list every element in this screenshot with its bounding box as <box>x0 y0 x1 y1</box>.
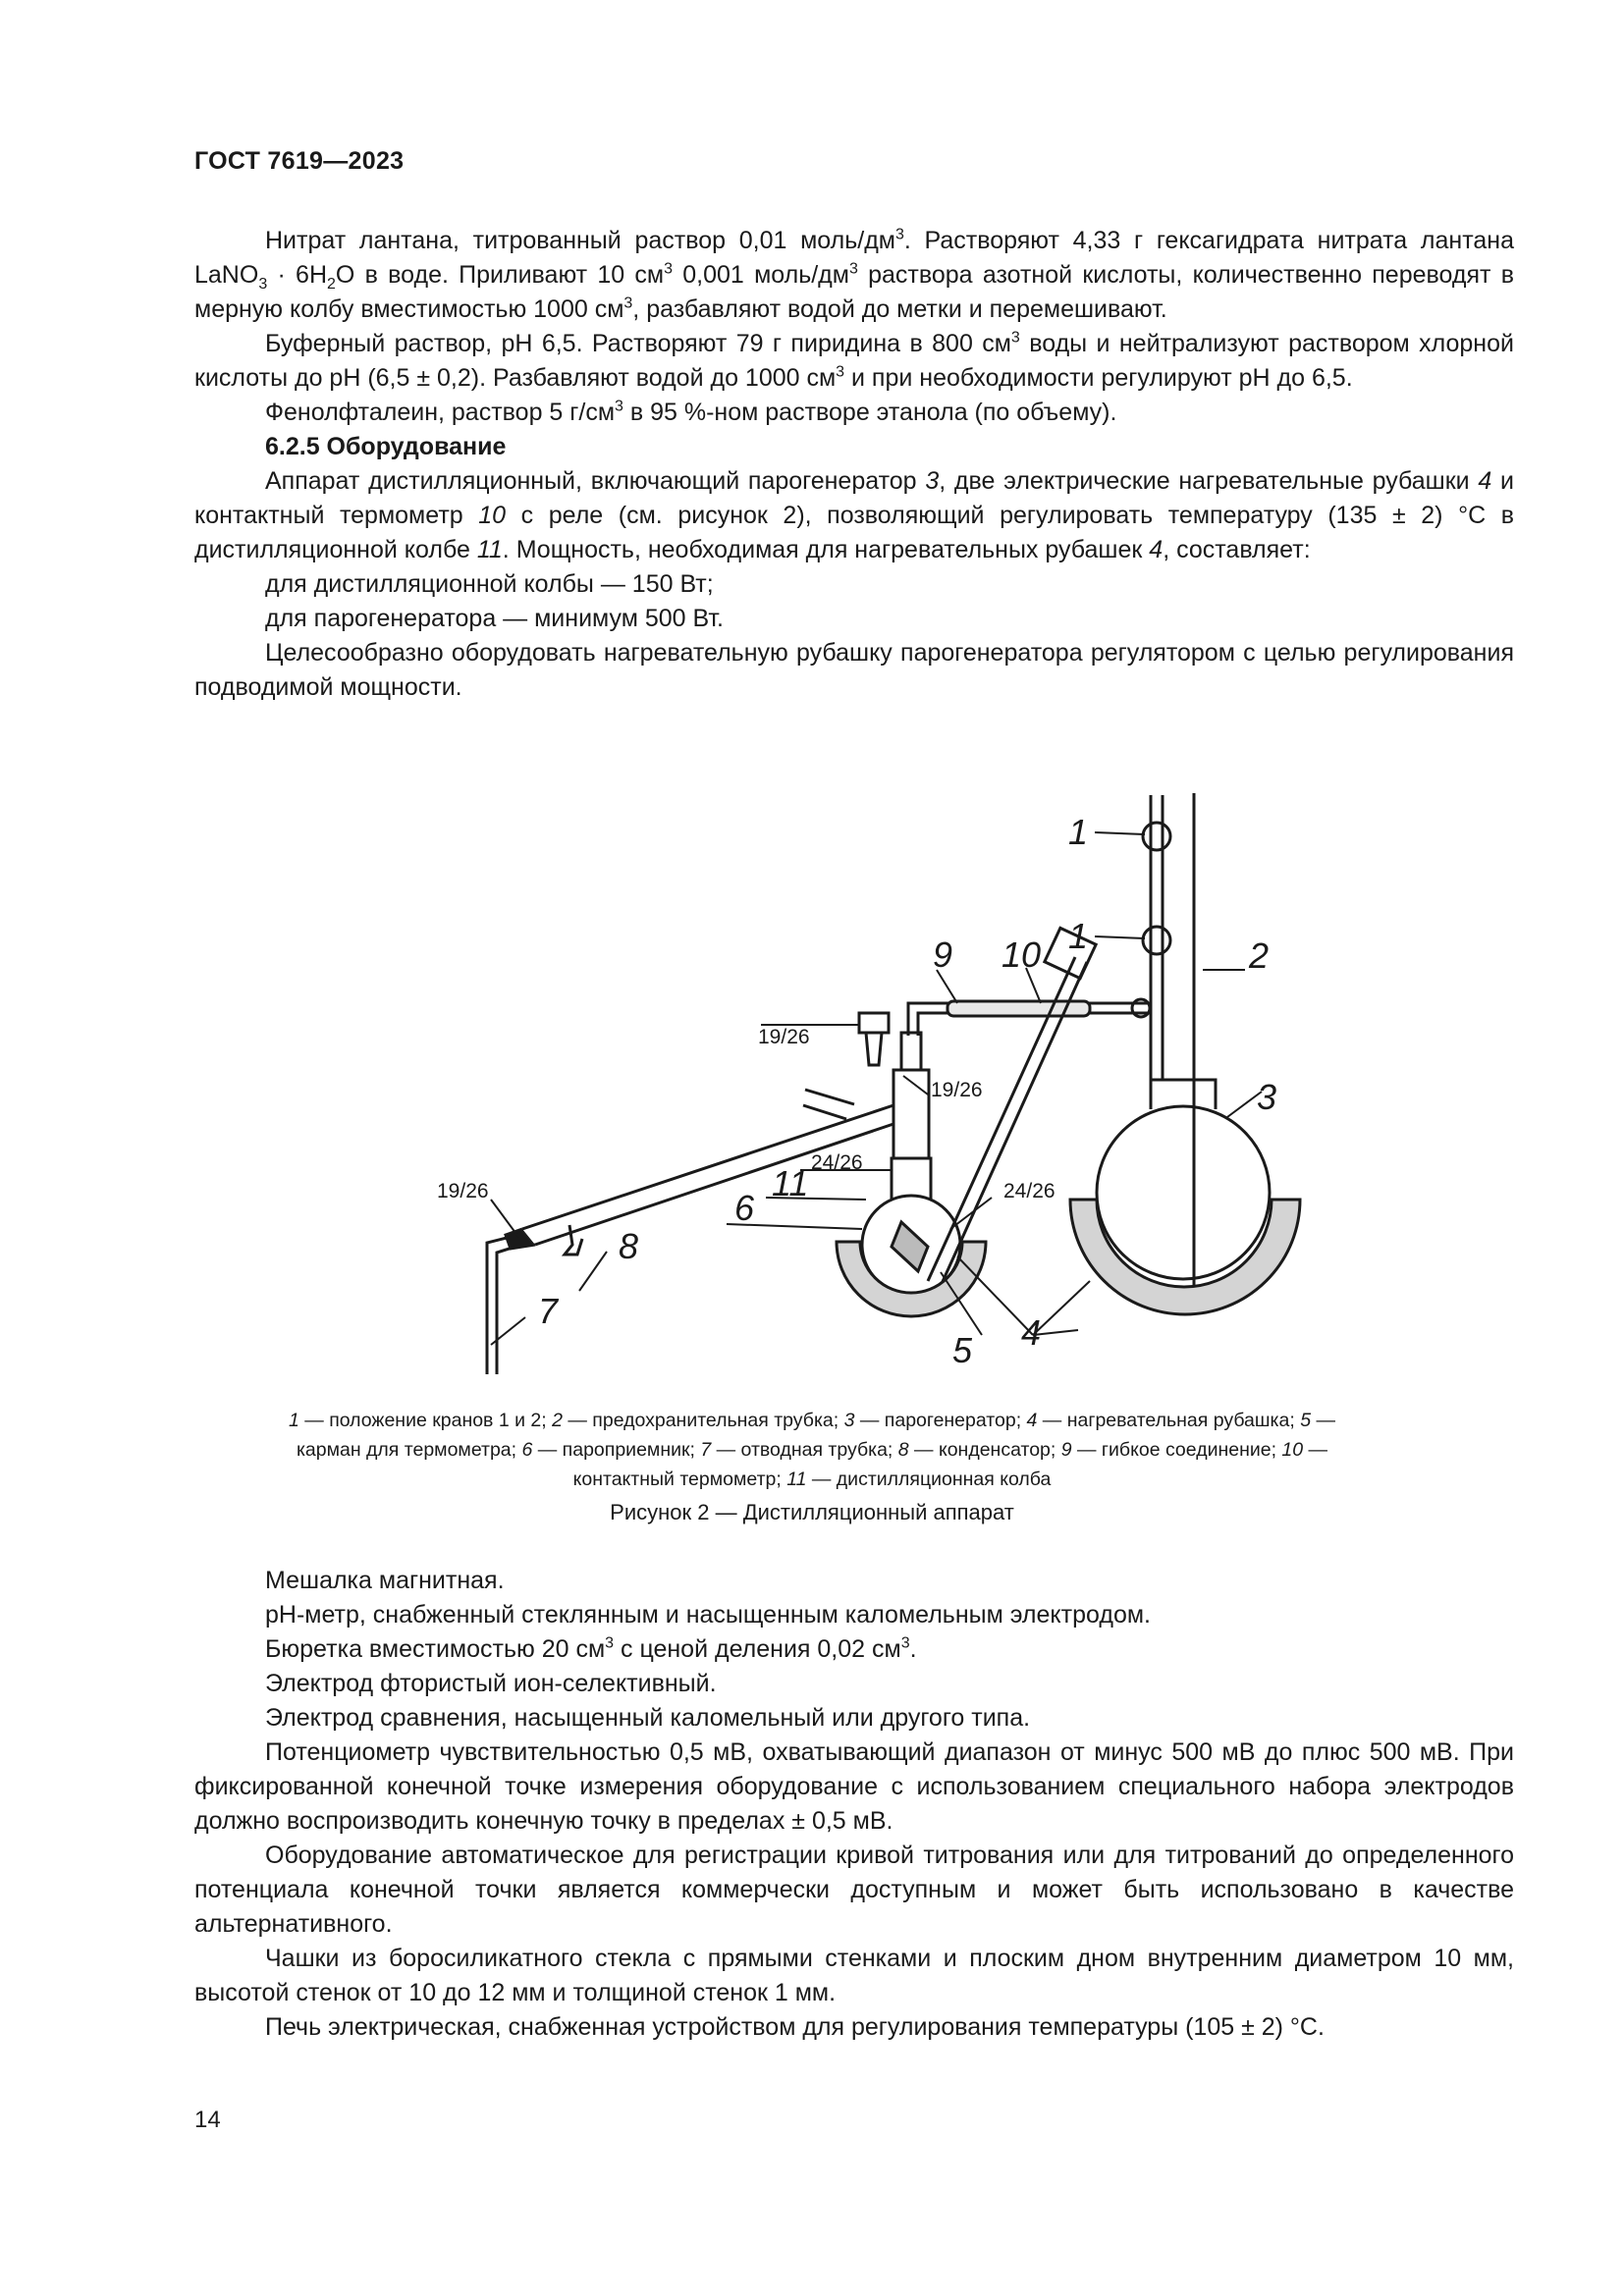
paragraph-apparatus: Аппарат дистилляционный, включающий парогенератор 3, две электрические нагревательные рубашки 4 и контактный термометр 10 с реле (см. рисунок 2), позволяющий регулировать температуру (135 ± 2) °C в дистилляционной колбе 11. Мощность, необходимая для нагревательных рубашек 4, составляет: <box>194 467 1514 563</box>
paragraph-potentiometer: Потенциометр чувствительностью 0,5 мВ, охватывающий диапазон от минус 500 мВ до плюс 500 мВ. При фиксированной конечной точке измерения оборудование с использованием специального набора электродов должно воспроизводить конечную точку в пределах ± 0,5 мВ. <box>194 1738 1514 1835</box>
apparatus-diagram <box>0 775 1624 1384</box>
stopper <box>859 1013 889 1033</box>
joint-label-3: 19/26 <box>437 1180 489 1202</box>
paragraph-ph-meter: pH-метр, снабженный стеклянным и насыщенным каломельным электродом. <box>265 1601 1151 1629</box>
steam-generator <box>1097 1106 1270 1279</box>
joint-label-1: 19/26 <box>758 1026 810 1048</box>
adapter-joint <box>506 1229 535 1249</box>
paragraph-magnetic-stirrer: Мешалка магнитная. <box>265 1567 505 1594</box>
paragraph-regulator: Целесообразно оборудовать нагревательную рубашку парогенератора регулятором с целью регулирования подводимой мощности. <box>194 639 1514 701</box>
label-6: 6 <box>734 1188 755 1228</box>
paragraph-reference-electrode: Электрод сравнения, насыщенный каломельный или другого типа. <box>265 1704 1031 1732</box>
figure-distillation-apparatus <box>0 775 1624 1384</box>
section-heading: 6.2.5 Оборудование <box>265 433 507 460</box>
label-7: 7 <box>538 1291 559 1331</box>
top-text-block <box>194 224 1514 705</box>
paragraph-electric-oven: Печь электрическая, снабженная устройством для регулирования температуры (105 ± 2) °C. <box>265 2013 1325 2041</box>
bottom-text-block <box>194 1564 1514 2045</box>
label-1-upper: 1 <box>1067 812 1088 852</box>
paragraph-buffer-solution: Буферный раствор, pH 6,5. Растворяют 79 г пиридина в 800 $см^3$ воды и нейтрализуют раствором хлорной кислоты до pH (6,5 ± 0,2). Разбавляют водой до 1000 $см^3$ и при необходимости регулируют pH до 6,5. <box>194 329 1514 392</box>
label-3: 3 <box>1257 1077 1277 1117</box>
label-5: 5 <box>952 1330 973 1370</box>
label-1-lower: 1 <box>1067 916 1088 956</box>
tap-1-upper <box>1143 823 1170 850</box>
tap-1-lower <box>1143 927 1170 954</box>
label-11: 11 <box>772 1163 809 1203</box>
label-2: 2 <box>1249 935 1270 976</box>
paragraph-fluoride-electrode: Электрод фтористый ион-селективный. <box>265 1670 717 1697</box>
vapour-receiver <box>893 1070 929 1158</box>
label-4: 4 <box>1021 1312 1042 1353</box>
document-header: ГОСТ 7619—2023 <box>194 147 405 175</box>
paragraph-automatic-equipment: Оборудование автоматическое для регистрации кривой титрования или для титрований до определенного потенциала конечной точки является коммерчески доступным и может быть использовано в качестве альтернативного. <box>194 1842 1514 1938</box>
label-10: 10 <box>1001 934 1042 975</box>
joint-label-2: 19/26 <box>931 1079 983 1101</box>
paragraph-burette: Бюретка вместимостью 20 $см^3$ с ценой деления 0,02 $см^3$. <box>265 1634 917 1663</box>
paragraph-power-generator: для парогенератора — минимум 500 Вт. <box>265 605 724 632</box>
page-number: 14 <box>194 2107 221 2133</box>
paragraph-lanthanum-nitrate: Нитрат лантана, титрованный раствор 0,01 моль/$дм^3$. Растворяют 4,33 г гексагидрата нитрата лантана LaNO$_3$ · $6H_2O$ в воде. Приливают 10 $см^3$ 0,001 моль/$дм^3$ раствора азотной кислоты, количественно переводят в мерную колбу вместимостью 1000 $см^3$, разбавляют водой до метки и перемешивают. <box>194 226 1514 323</box>
thermometer-pocket <box>892 1222 928 1271</box>
joint-label-5: 24/26 <box>1003 1180 1056 1202</box>
paragraph-phenolphthalein: Фенолфталеин, раствор 5 $г/см^3$ в 95 %-ном растворе этанола (по объему). <box>265 398 1117 426</box>
figure-legend: 1 — положение кранов 1 и 2; 2 — предохранительная трубка; 3 — парогенератор; 4 — нагревательная рубашка; 5 — карман для термометра; 6 — пароприемник; 7 — отводная трубка; 8 — конденсатор; 9 — гибкое соединение; 10 — контактный термометр; 11 — дистилляционная колба <box>289 1410 1335 1490</box>
paragraph-power-flask: для дистилляционной колбы — 150 Вт; <box>265 570 714 598</box>
label-8: 8 <box>619 1226 639 1266</box>
outlet-tube <box>487 1237 511 1374</box>
paragraph-glass-dishes: Чашки из боросиликатного стекла с прямыми стенками и плоским дном внутренним диаметром 10 мм, высотой стенок от 10 до 12 мм и толщиной стенок 1 мм. <box>194 1945 1514 2006</box>
joint-label-4: 24/26 <box>811 1151 863 1174</box>
flask-neck <box>892 1158 931 1200</box>
label-9: 9 <box>933 934 953 975</box>
figure-caption: Рисунок 2 — Дистилляционный аппарат <box>610 1500 1014 1524</box>
